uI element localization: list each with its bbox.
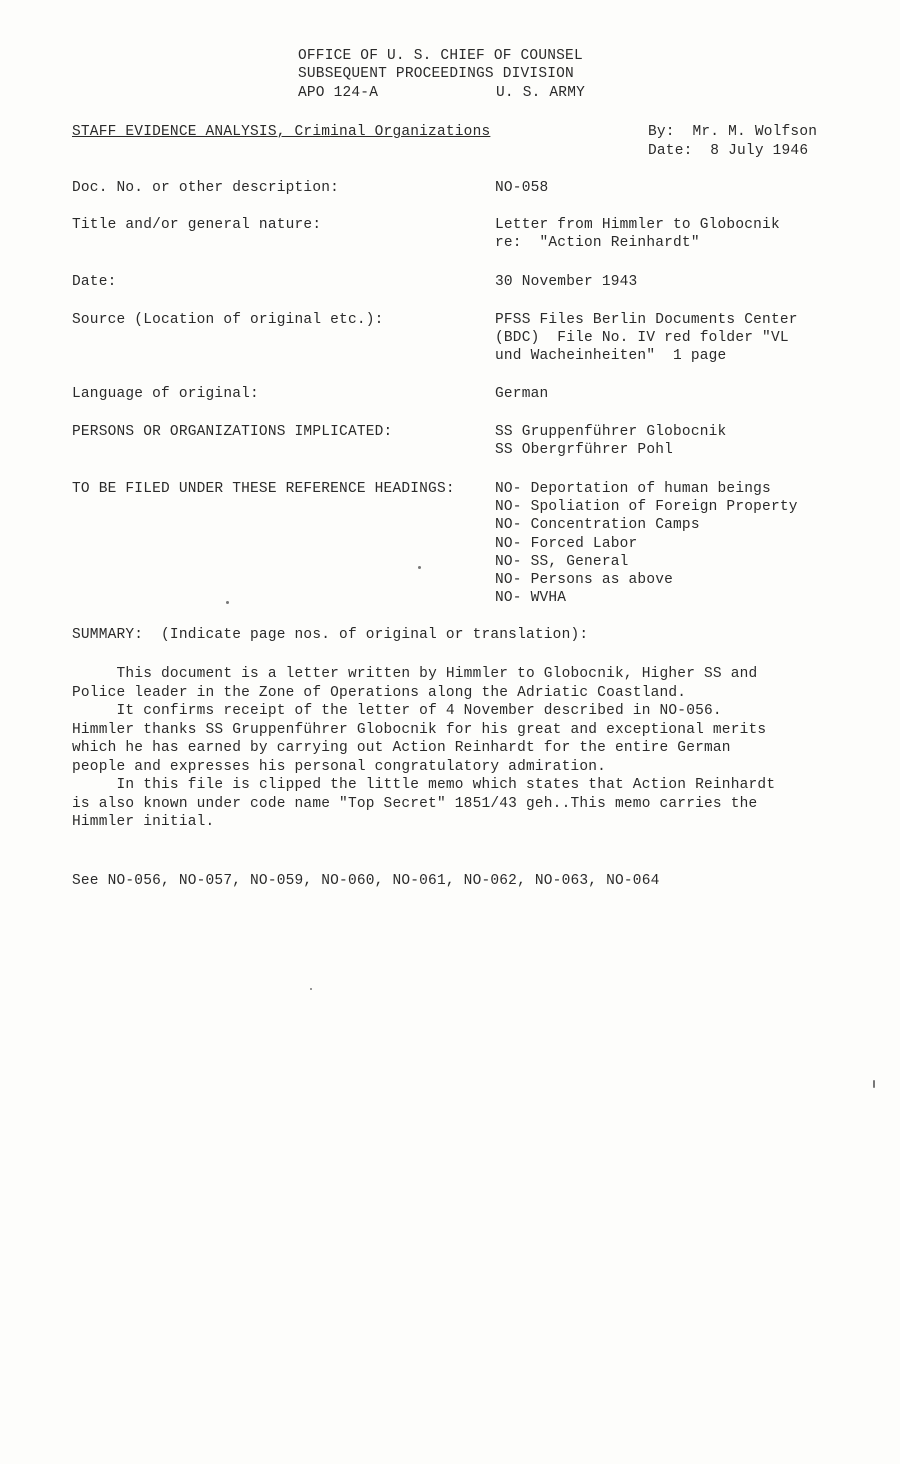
scan-speck xyxy=(418,566,421,569)
scan-speck xyxy=(873,1080,875,1088)
scan-speck xyxy=(226,601,229,604)
header-army: U. S. ARMY xyxy=(496,85,586,101)
doc-no-label: Doc. No. or other description: xyxy=(72,180,340,196)
persons-value-line1: SS Gruppenführer Globocnik xyxy=(495,424,727,440)
heading-item: NO- WVHA xyxy=(495,590,567,606)
source-value-line1: PFSS Files Berlin Documents Center xyxy=(495,312,798,328)
header-apo: APO 124-A xyxy=(298,85,379,101)
analysis-date: Date: 8 July 1946 xyxy=(648,143,809,159)
analysis-title: STAFF EVIDENCE ANALYSIS, Criminal Organizations xyxy=(72,124,491,140)
summary-label: SUMMARY: (Indicate page nos. of original or translation): xyxy=(72,627,589,643)
analysis-by: By: Mr. M. Wolfson xyxy=(648,124,818,140)
date-label: Date: xyxy=(72,274,117,290)
summary-paragraph-1: This document is a letter written by Himmler to Globocnik, Higher SS and Police leader in the Zone of Operations along the Adriatic Coastland. xyxy=(72,666,758,701)
language-value: German xyxy=(495,386,549,402)
heading-item: NO- Concentration Camps xyxy=(495,517,700,533)
source-value-line3: und Wacheinheiten" 1 page xyxy=(495,348,727,364)
header-division: SUBSEQUENT PROCEEDINGS DIVISION xyxy=(298,66,574,82)
persons-value-line2: SS Obergrführer Pohl xyxy=(495,442,674,458)
title-label: Title and/or general nature: xyxy=(72,217,322,233)
heading-item: NO- Spoliation of Foreign Property xyxy=(495,499,798,515)
language-label: Language of original: xyxy=(72,386,259,402)
summary-paragraph-3: In this file is clipped the little memo which states that Action Reinhardt is also known under code name "Top Secret" 1851/43 geh..This memo carries the Himmler initial. xyxy=(72,777,776,830)
source-label: Source (Location of original etc.): xyxy=(72,312,384,328)
headings-label: TO BE FILED UNDER THESE REFERENCE HEADINGS: xyxy=(72,481,455,497)
heading-item: NO- Forced Labor xyxy=(495,536,638,552)
see-also: See NO-056, NO-057, NO-059, NO-060, NO-061, NO-062, NO-063, NO-064 xyxy=(72,873,660,889)
scan-speck xyxy=(310,988,312,990)
heading-item: NO- Persons as above xyxy=(495,572,674,588)
doc-no-value: NO-058 xyxy=(495,180,549,196)
header-office: OFFICE OF U. S. CHIEF OF COUNSEL xyxy=(298,48,583,64)
persons-label: PERSONS OR ORGANIZATIONS IMPLICATED: xyxy=(72,424,393,440)
date-value: 30 November 1943 xyxy=(495,274,638,290)
source-value-line2: (BDC) File No. IV red folder "VL xyxy=(495,330,789,346)
title-value-line2: re: "Action Reinhardt" xyxy=(495,235,700,251)
summary-paragraph-2: It confirms receipt of the letter of 4 November described in NO-056. Himmler thanks SS Gruppenführer Globocnik for his great and exceptional merits which he has earned by carrying out Action Reinhardt for the entire German people and expresses his personal congratulatory admiration. xyxy=(72,703,767,775)
heading-item: NO- Deportation of human beings xyxy=(495,481,771,497)
heading-item: NO- SS, General xyxy=(495,554,629,570)
title-value-line1: Letter from Himmler to Globocnik xyxy=(495,217,780,233)
